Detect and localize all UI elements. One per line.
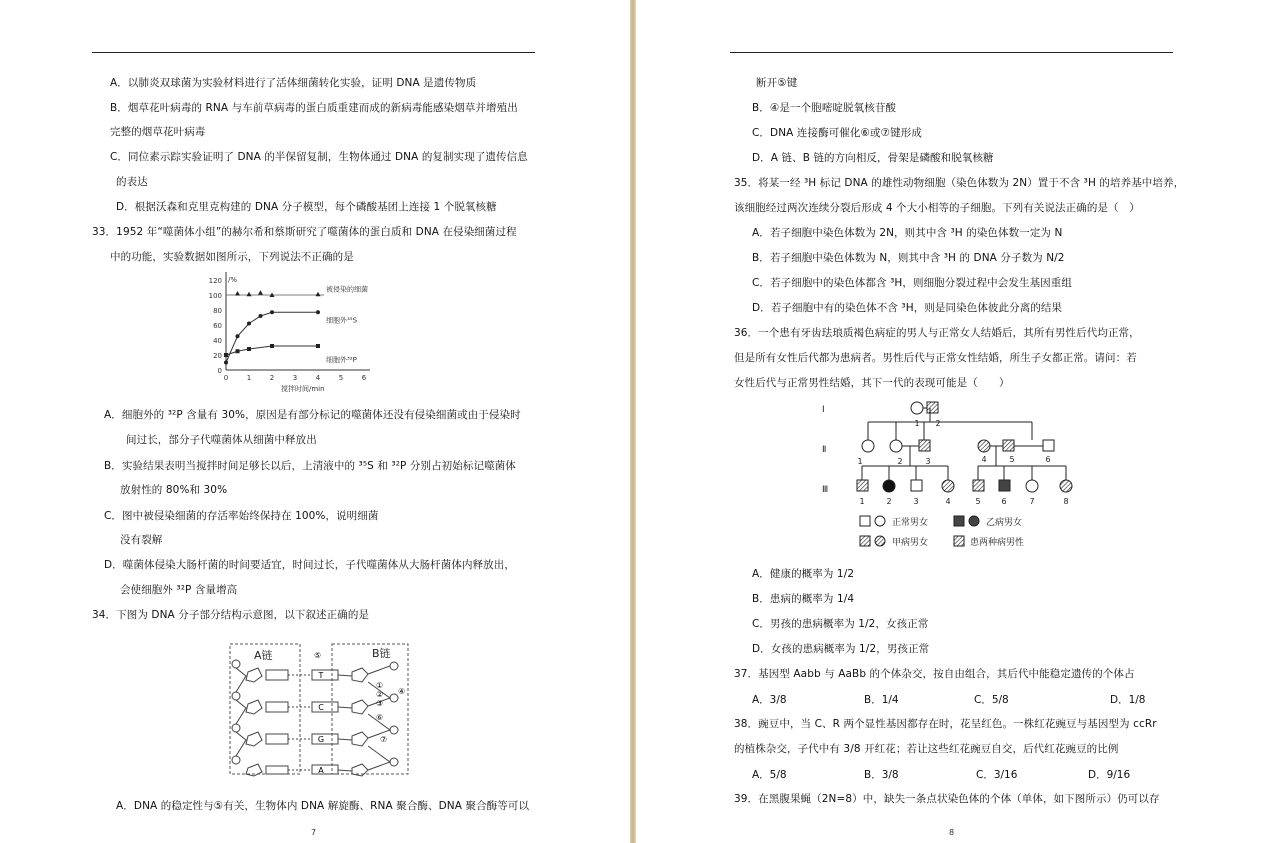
series-label: 被侵染的细菌 [326,285,368,294]
marker-7: ⑦ [380,735,388,744]
q39-stem: 39．在黑腹果蝇（2N=8）中，缺失一条点状染色体的个体（单体，如下图所示）仍可以存 [734,793,1160,805]
q38-option-a: A．5/8 [752,769,787,781]
svg-text:4: 4 [981,455,987,464]
legend-both: 患两种病男性 [970,538,1025,548]
q33-option-a-cont: 间过长，部分子代噬菌体从细菌中释放出 [126,434,317,446]
data-point [270,344,274,348]
series-label: 细胞外³⁵S [326,316,358,325]
q37-option-d: D．1/8 [1110,694,1146,706]
q38-stem-cont: 的植株杂交，子代中有 3/8 开红花；若让这些红花豌豆自交，后代红花豌豆的比例 [734,743,1119,755]
data-point [247,292,252,297]
y-tick-label: 60 [213,322,222,330]
series-line [226,312,318,362]
y-axis-label: /% [228,276,238,284]
gen-2-label: Ⅱ [822,445,827,455]
y-tick-label: 20 [213,352,222,360]
data-point [316,310,320,314]
base-c: C [318,703,324,712]
q34-option-b: B．④是一个胞嘧啶脱氧核苷酸 [752,102,897,114]
q37-option-b: B．1/4 [864,694,899,706]
marker-3: ③ [376,699,384,708]
q33-stem-cont: 中的功能，实验数据如图所示，下列说法不正确的是 [110,251,354,263]
data-point [247,347,251,351]
q32-option-c: C．同位素示踪实验证明了 DNA 的半保留复制，生物体通过 DNA 的复制实现了遗传信息 [110,151,528,163]
svg-text:3: 3 [925,457,931,466]
q36-option-b: B．患病的概率为 1/4 [752,593,855,605]
chain-a-box [230,644,300,774]
svg-text:7: 7 [1029,497,1035,506]
marker-2: ② [376,690,384,699]
q34-stem: 34．下图为 DNA 分子部分结构示意图，以下叙述正确的是 [92,609,370,621]
svg-text:4: 4 [945,497,951,506]
q38-option-d: D．9/16 [1088,769,1131,781]
dna-structure-figure [226,642,412,778]
marker-1: ① [376,681,384,690]
y-tick-label: 120 [208,277,222,285]
base-g: G [317,735,325,744]
chain-b-label: B链 [372,647,391,660]
svg-text:8: 8 [1063,497,1069,506]
q35-option-c: C．若子细胞中的染色体都含 ³H，则细胞分裂过程中会发生基因重组 [752,277,1072,289]
x-tick-label: 2 [269,374,275,382]
q37-option-c: C．5/8 [974,694,1009,706]
q35-option-d: D．若子细胞中有的染色体不含 ³H，则是同染色体彼此分离的结果 [752,302,1063,314]
data-point [224,361,228,365]
y-tick-label: 0 [217,367,222,375]
q36-option-d: D．女孩的患病概率为 1/2，男孩正常 [752,643,930,655]
q33-option-a: A．细胞外的 ³²P 含量有 30%，原因是有部分标记的噬菌体还没有侵染细菌或由于侵染时 [104,409,521,421]
chain-a-label: A链 [254,649,273,662]
svg-text:6: 6 [1045,455,1051,464]
legend-normal: 正常男女 [892,518,929,528]
q38-option-c: C．3/16 [976,769,1018,781]
svg-text:2: 2 [935,419,941,428]
svg-text:1: 1 [857,457,863,466]
svg-text:3: 3 [913,497,919,506]
pedigree-chart [820,394,1142,556]
q35-option-b: B．若子细胞中染色体数为 N，则其中含 ³H 的 DNA 分子数为 N/2 [752,252,1065,264]
page-number: 7 [311,828,317,837]
x-tick-label: 4 [315,374,321,382]
header-rule [92,52,535,53]
q33-option-c-cont: 没有裂解 [120,534,163,546]
x-axis-label: 搅拌时间/min [281,385,325,393]
q33-option-b: B．实验结果表明当搅拌时间足够长以后，上清液中的 ³⁵S 和 ³²P 分别占初始标记噬菌体 [104,460,516,472]
q36-stem-cont2: 女性后代与正常男性结婚，其下一代的表现可能是（ ） [734,377,1010,389]
svg-text:1: 1 [859,497,865,506]
q36-option-a: A．健康的概率为 1/2 [752,568,855,580]
base-t: T [318,671,324,680]
q33-option-d: D．噬菌体侵染大肠杆菌的时间要适宜，时间过长，子代噬菌体从大肠杆菌体内释放出， [104,559,515,571]
x-tick-label: 1 [246,374,252,382]
data-point [270,310,274,314]
q38-stem: 38．豌豆中，当 C、R 两个显性基因都存在时，花呈红色。一株红花豌豆与基因型为 ccRr [734,718,1157,730]
svg-text:5: 5 [975,497,981,506]
svg-text:1: 1 [914,419,920,428]
data-point [224,353,228,357]
y-tick-label: 40 [213,337,222,345]
svg-text:2: 2 [886,497,892,506]
page-number: 8 [949,828,955,837]
q34-option-a-cont: 断开⑤键 [756,77,798,89]
data-point [316,292,321,297]
q32-option-b-cont: 完整的烟草花叶病毒 [110,126,206,138]
q35-stem-cont: 该细胞经过两次连续分裂后形成 4 个大小相等的子细胞。下列有关说法正确的是（ ） [734,202,1140,214]
q37-option-a: A．3/8 [752,694,787,706]
q37-stem: 37．基因型 Aabb 与 AaBb 的个体杂交，按自由组合，其后代中能稳定遗传的个体占 [734,668,1135,680]
data-point [235,291,240,296]
left-page [0,0,630,843]
data-point [316,344,320,348]
q34-option-c: C．DNA 连接酶可催化⑥或⑦键形成 [752,127,922,139]
q35-option-a: A．若子细胞中染色体数为 2N，则其中含 ³H 的染色体数一定为 N [752,227,1063,239]
y-tick-label: 80 [213,307,222,315]
x-tick-label: 6 [361,374,367,382]
header-rule [730,52,1173,53]
legend-disease-a: 甲病男女 [892,538,929,548]
svg-text:6: 6 [1001,497,1007,506]
data-point [236,349,240,353]
q32-option-d: D．根据沃森和克里克构建的 DNA 分子模型，每个磷酸基团上连接 1 个脱氧核糖 [116,201,497,213]
gen-3-label: Ⅲ [822,485,829,495]
y-tick-label: 100 [208,292,222,300]
phage-chart [204,272,394,404]
q34-option-a: A．DNA 的稳定性与⑤有关，生物体内 DNA 解旋酶、RNA 聚合酶、DNA 聚合酶等可以 [116,800,530,812]
q38-option-b: B．3/8 [864,769,899,781]
q36-option-c: C．男孩的患病概率为 1/2，女孩正常 [752,618,929,630]
q33-option-b-cont: 放射性的 80%和 30% [120,484,228,496]
marker-6: ⑥ [376,713,384,722]
q35-stem: 35．将某一经 ³H 标记 DNA 的雄性动物细胞（染色体数为 2N）置于不含 ³H 的培养基中培养， [734,177,1185,189]
marker-4: ④ [398,687,406,696]
q33-option-c: C．图中被侵染细菌的存活率始终保持在 100%，说明细菌 [104,510,379,522]
x-tick-label: 5 [338,374,344,382]
q36-stem: 36．一个患有牙齿珐琅质褐色病症的男人与正常女人结婚后，其所有男性后代均正常， [734,327,1140,339]
q36-stem-cont: 但是所有女性后代都为患病者。男性后代与正常女性结婚，所生子女都正常。请问：若 [734,352,1137,364]
svg-text:5: 5 [1009,455,1015,464]
q33-stem: 33．1952 年“噬菌体小组”的赫尔希和蔡斯研究了噬菌体的蛋白质和 DNA 在侵染细菌过程 [92,226,517,238]
q33-option-d-cont: 会使细胞外 ³²P 含量增高 [120,584,238,596]
x-tick-label: 3 [292,374,298,382]
legend-disease-b: 乙病男女 [986,518,1023,528]
gen-1-label: Ⅰ [822,405,825,415]
q32-option-c-cont: 的表达 [116,176,148,188]
series-label: 细胞外³²P [326,356,357,364]
q34-option-d: D．A 链、B 链的方向相反，骨架是磷酸和脱氧核糖 [752,152,994,164]
data-point [259,314,263,318]
data-point [258,290,263,295]
right-page [636,0,1265,843]
svg-text:2: 2 [897,457,903,466]
q32-option-b: B．烟草花叶病毒的 RNA 与车前草病毒的蛋白质重建而成的新病毒能感染烟草并增殖出 [110,102,518,114]
x-tick-label: 0 [223,374,229,382]
marker-5: ⑤ [314,651,322,660]
data-point [247,322,251,326]
base-a: A [318,766,324,775]
q32-option-a: A．以肺炎双球菌为实验材料进行了活体细菌转化实验，证明 DNA 是遗传物质 [110,77,477,89]
data-point [236,334,240,338]
